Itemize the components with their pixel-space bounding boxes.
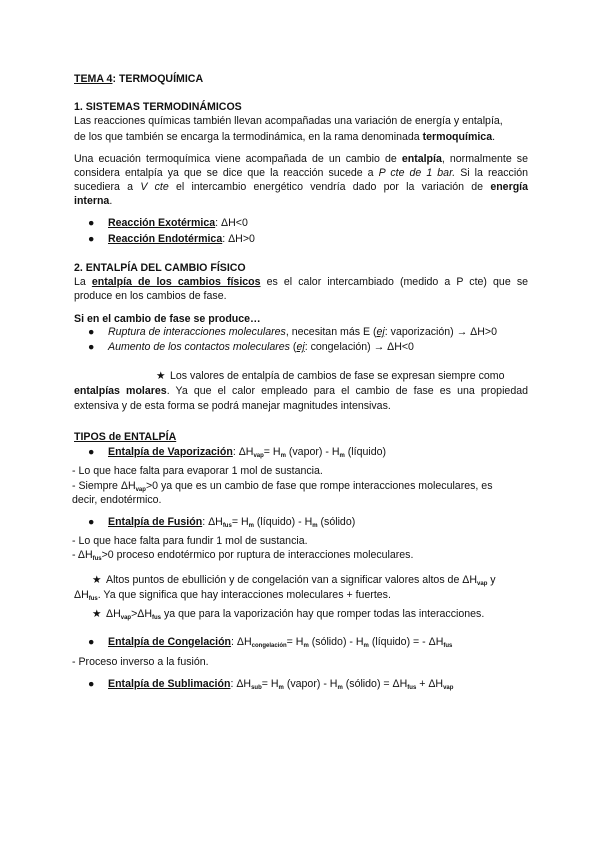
star-icon: ★ xyxy=(92,608,102,620)
bullet-exotermica: ● Reacción Exotérmica: ΔH<0 xyxy=(88,217,248,229)
section-1-heading: 1. SISTEMAS TERMODINÁMICOS xyxy=(74,101,242,113)
cong-note: - Proceso inverso a la fusión. xyxy=(72,656,209,668)
s2-subheading: Si en el cambio de fase se produce… xyxy=(74,313,261,325)
s2-line: produce en los cambios de fase. xyxy=(74,290,227,302)
title-text: : TERMOQUÍMICA xyxy=(112,73,204,85)
vap-note: decir, endotérmico. xyxy=(72,494,162,506)
s1-line: sucediera a V cte el intercambio energético vendría dado por la variación de energía xyxy=(74,181,528,193)
title-topic: TEMA 4 xyxy=(74,73,113,85)
s2-line: La entalpía de los cambios físicos es el calor intercambiado (medido a P cte) que se xyxy=(74,276,529,288)
section-2-heading: 2. ENTALPÍA DEL CAMBIO FÍSICO xyxy=(74,262,246,274)
s1-line: de los que también se encarga la termodinámica, en la rama denominada termoquímica. xyxy=(74,131,496,143)
vap-note: - Lo que hace falta para evaporar 1 mol de sustancia. xyxy=(72,465,323,477)
star-icon: ★ xyxy=(156,370,166,382)
bullet-sublimacion: ● Entalpía de Sublimación: $\Delta H_{sub}= H_m$ (vapor) - $H_m$ (sólido) = $\Delta H_{fus} + \Delta H_{vap}$ xyxy=(88,678,454,691)
bullet-vaporizacion: ● Entalpía de Vaporización: $\Delta H_{vap}= H_m$ (vapor) - $H_m$ (líquido) xyxy=(88,446,387,459)
bullet-endotermica: ● Reacción Endotérmica: ΔH>0 xyxy=(88,233,255,245)
s1-line: interna. xyxy=(74,195,113,207)
bullet-ruptura: ● Ruptura de interacciones moleculares, necesitan más E (ej: vaporización) → ΔH>0 xyxy=(88,326,497,338)
star-note-line: $\Delta H_{fus}$. Ya que significa que hay interacciones moleculares + fuertes. xyxy=(74,589,391,602)
s1-line: Las reacciones químicas también llevan acompañadas una variación de energía y entalpía, xyxy=(74,115,503,127)
star-icon: ★ xyxy=(92,574,102,586)
vap-note: - Siempre $\Delta H_{vap}>0$ ya que es un cambio de fase que rompe interacciones moleculares, es xyxy=(72,480,493,493)
s1-line: considera entalpía ya que se dice que la reacción sucede a P cte de 1 bar. Si la reacción xyxy=(74,167,528,179)
fus-note: - $\Delta H_{fus}>0$ proceso endotérmico por ruptura de interacciones moleculares. xyxy=(72,549,414,562)
star-note-line: extensiva y de esta forma se podrá manejar magnitudes intensivas. xyxy=(74,400,391,412)
s1-line: Una ecuación termoquímica viene acompañada de un cambio de entalpía, normalmente se xyxy=(74,153,528,165)
star-note-line: entalpías molares. Ya que el calor empleado para el cambio de fase es una propiedad xyxy=(74,385,528,397)
document-title xyxy=(74,73,203,86)
bullet-congelacion: ● Entalpía de Congelación: $\Delta H_{congelación}= H_m$ (sólido) - $H_m$ (líquido) = - $\Delta H_{fus}$ xyxy=(88,636,453,649)
tipos-heading: TIPOS de ENTALPÍA xyxy=(74,431,177,443)
star-note-entalpias: ★ Los valores de entalpía de cambios de fase se expresan siempre como xyxy=(156,370,505,382)
star-note-ebullicion: ★ Altos puntos de ebullición y de congelación van a significar valores altos de $\Delta H_{vap}$ y xyxy=(92,574,496,587)
star-note-vap-fus: ★ $\Delta H_{vap}>\Delta H_{fus}$ ya que para la vaporización hay que romper todas las interacciones. xyxy=(92,608,485,621)
fus-note: - Lo que hace falta para fundir 1 mol de sustancia. xyxy=(72,535,308,547)
bullet-fusion: ● Entalpía de Fusión: $\Delta H_{fus}= H_m$ (líquido) - $H_m$ (sólido) xyxy=(88,516,356,529)
bullet-aumento: ● Aumento de los contactos moleculares (ej: congelación) → ΔH<0 xyxy=(88,341,414,353)
